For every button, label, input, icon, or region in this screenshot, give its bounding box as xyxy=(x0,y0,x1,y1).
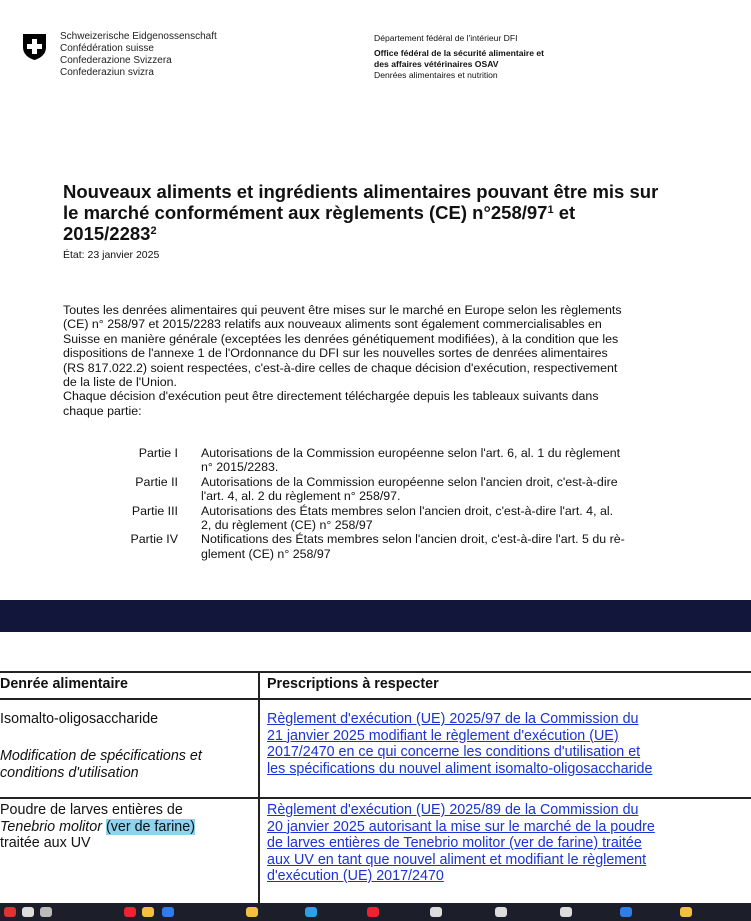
table-border xyxy=(0,671,751,673)
app-icon[interactable] xyxy=(495,907,507,917)
novel-food-table xyxy=(0,671,751,903)
app-icon[interactable] xyxy=(680,907,692,917)
document-date: État: 23 janvier 2025 xyxy=(63,249,160,261)
office-line: Office fédéral de la sécurité alimentaire et xyxy=(374,48,545,58)
confed-line: Schweizerische Eidgenossenschaft xyxy=(60,31,217,42)
taskbar xyxy=(0,903,751,921)
table-border xyxy=(258,671,260,903)
document-title: Nouveaux aliments et ingrédients alimentaires pouvant être mis sur le marché conformément aux règlements (CE) $n^\circ 258/97^1$ et 2015/2283$^2$ xyxy=(63,181,659,244)
confederation-names xyxy=(60,31,217,79)
app-icon[interactable] xyxy=(124,907,136,917)
intro-paragraph: Toutes les denrées alimentaires qui peuvent être mises sur le marché en Europe selon les règlements (CE) n° 258/97 et 2015/2283 relatifs aux nouveaux aliments sont également commercialisables en Suisse en manière générale (exceptées les denrées génétiquement modifiées), à la condition que les dispositions de l'annexe 1 de l'Ordonnance du DFI sur les nouvelles sortes de denrées alimentaires (RS 817.022.2) soient respectées, c'est-à-dire celles de chaque décision d'exécution, respectivement de la liste de l'Union. Chaque décision d'exécution peut être directement téléchargée depuis les tableaux suivants dans chaque partie: xyxy=(63,303,622,418)
column-header-prescriptions: Prescriptions à respecter xyxy=(267,676,439,692)
app-icon[interactable] xyxy=(22,907,34,917)
table-border xyxy=(0,698,751,700)
confed-line: Confédération suisse xyxy=(60,43,154,54)
table-cell-food: Isomalto-oligosaccharide xyxy=(0,711,159,727)
app-icon[interactable] xyxy=(430,907,442,917)
table-cell-food: Poudre de larves entières de Tenebrio molitor (ver de farine) traitée aux UV xyxy=(0,802,195,851)
swiss-shield-icon xyxy=(22,33,47,61)
app-icon[interactable] xyxy=(246,907,258,917)
regulation-link-2025-97[interactable]: Règlement d'exécution (UE) 2025/97 de la Commission du 21 janvier 2025 modifiant le règlement d'exécution (UE) 2017/2470 en ce qui concerne les conditions d'utilisation et les spécifications du nouvel aliment isomalto-oligosaccharide xyxy=(267,711,653,777)
app-icon[interactable] xyxy=(367,907,379,917)
app-icon[interactable] xyxy=(40,907,52,917)
app-icon[interactable] xyxy=(142,907,154,917)
list-item: Partie IV Notifications des États membres selon l'ancien droit, c'est-à-dire l'art. 5 du rè- glement (CE) n° 258/97 xyxy=(130,532,625,561)
column-header-food: Denrée alimentaire xyxy=(0,676,128,692)
list-item: Partie III Autorisations des États membres selon l'ancien droit, c'est-à-dire l'art. 4, al. 2, du règlement (CE) n° 258/97 xyxy=(131,503,614,533)
regulation-link-2025-89[interactable]: Règlement d'exécution (UE) 2025/89 de la Commission du 20 janvier 2025 autorisant la mise sur le marché de la poudre de larves entières de Tenebrio molitor (ver de farine) traitée aux UV en tant que nouvel aliment et modifiant le règlement d'exécution (UE) 2017/2470 xyxy=(267,802,655,884)
app-icon[interactable] xyxy=(162,907,174,917)
parts-list xyxy=(96,446,736,561)
separator-band xyxy=(0,600,751,632)
list-item: Partie II Autorisations de la Commission européenne selon l'ancien droit, c'est-à-dire l'art. 4, al. 2 du règlement n° 258/97. xyxy=(135,474,618,504)
highlighted-text: (ver de farine) xyxy=(105,818,195,835)
app-icon[interactable] xyxy=(620,907,632,917)
confed-line: Confederaziun svizra xyxy=(60,67,154,78)
department-block xyxy=(374,33,544,81)
list-item: Partie I Autorisations de la Commission européenne selon l'art. 6, al. 1 du règlement n° 2015/2283. xyxy=(138,446,621,475)
confed-line: Confederazione Svizzera xyxy=(60,55,172,66)
department-name: Département fédéral de l'intérieur DFI xyxy=(374,33,518,43)
app-icon[interactable] xyxy=(4,907,16,917)
app-icon[interactable] xyxy=(560,907,572,917)
table-border xyxy=(0,797,751,799)
office-line: des affaires vétérinaires OSAV xyxy=(374,59,499,69)
app-icon[interactable] xyxy=(305,907,317,917)
division-name: Denrées alimentaires et nutrition xyxy=(374,70,498,80)
table-cell-note: Modification de spécifications et conditions d'utilisation xyxy=(0,748,202,781)
